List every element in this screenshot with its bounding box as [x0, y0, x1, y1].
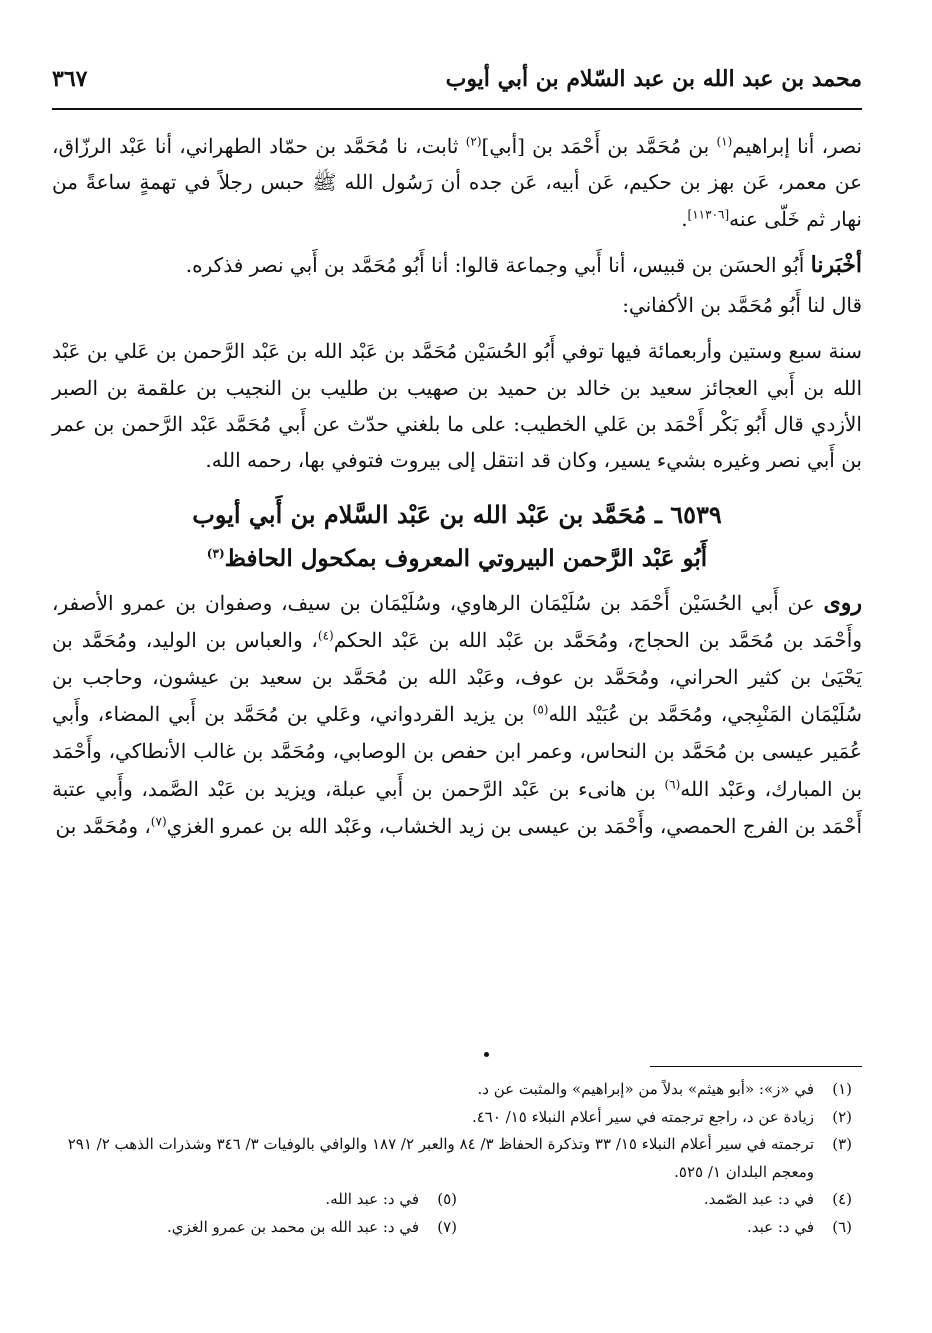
paragraph-isnad	[52, 247, 862, 283]
paragraph-death-year: سنة سبع وستين وأربعمائة فيها توفي أَبُو الحُسَيْن مُحَمَّد بن عَبْد الله بن عَبْد الرَّحمن بن عَلي بن عَبْد الله بن أَبي العجائز سعيد بن خالد بن حميد بن صهيب بن طليب بن النجيب بن علقمة بن الصبر الأزدي قال أَبُو بَكْر أَحْمَد بن عَلي الخطيب: على ما بلغني حدّث عن أَبي مُحَمَّد عَبْد الرَّحمن بن عمر بن أَبي نصر وغيره بشيء يسير، وكان قد انتقل إلى بيروت فتوفي بها، رحمه الله.	[52, 339, 862, 473]
footnote-rule	[650, 1066, 862, 1067]
footnote-ref-6[interactable]: (٦)	[664, 777, 681, 792]
footnote	[62, 1214, 457, 1242]
footnote-number: (٢)	[832, 1107, 852, 1126]
entry-subheading	[52, 539, 862, 579]
footnote	[457, 1186, 852, 1214]
footnote	[62, 1076, 852, 1104]
footnote-text: زيادة عن د، راجع ترجمته في سير أعلام النبلاء ١٥/ ٤٦٠.	[471, 1107, 814, 1126]
footnote-number: (٥)	[437, 1190, 457, 1208]
page-number: ٣٦٧	[52, 66, 88, 92]
footnote	[457, 1214, 852, 1242]
text-run: بن مُحَمَّد بن أَحْمَد بن [أبي]	[481, 134, 717, 158]
text-run: ثابت، نا مُحَمَّد بن حمّاد الطهراني، أنا عَبْد الرزّاق، عن معمر، عَن بهز بن حكيم، عَن أبيه، عَن جده أن رَسُول الله ﷺ حبس رجلاً في تهمةٍ ساعةً من نهار ثم خَلّى عنه	[52, 134, 862, 231]
footnote-number: (١)	[832, 1080, 852, 1098]
footnote-row	[62, 1214, 852, 1242]
page-header	[52, 60, 862, 110]
footnote-text: في د: عبد.	[746, 1217, 814, 1236]
text-run: بن يزيد القردواني، وعَلي بن مُحَمَّد بن أَبي المضاء، وأَبي عُمَير عيسى بن مُحَمَّد بن النحاس، وعمر ابن حفص بن الوصابي، ومُحَمَّد بن غالب الأنطاكي، وأَحْمَد بن المبارك، وعَبْد الله	[52, 702, 863, 801]
footnote	[62, 1131, 852, 1186]
footnote-ref-7[interactable]: (٧)	[150, 814, 167, 829]
footnote-text: في «ز»: «أبو هيثم» بدلاً من «إبراهيم» والمثبت عن د.	[477, 1080, 814, 1098]
keyword-akhbarana: أخْبَرنا	[810, 251, 862, 278]
footnotes	[62, 1076, 852, 1241]
footnote-text: في د: عبد الصّمد.	[703, 1190, 814, 1208]
footnote	[62, 1104, 852, 1132]
footnote-number: (٤)	[832, 1190, 852, 1208]
text-run: ، والعباس بن الوليد، ومُحَمَّد بن يَحْيَىٰ بن كثير الحراني، ومُحَمَّد بن عوف، وعَبْد الله بن مُحَمَّد بن سعيد بن عيشون، وحاجب بن سُلَيْمَان المَنْبِجي، ومُحَمَّد بن عُبَيْد الله	[52, 627, 862, 727]
footnote-number: (٦)	[832, 1217, 852, 1236]
text-run: ، ومُحَمَّد بن	[55, 813, 151, 838]
keyword-rawa: روى	[823, 589, 862, 616]
footnote-ref-4[interactable]: (٤)	[317, 628, 334, 643]
page-dot-mark	[484, 1052, 489, 1057]
footnote-ref-2[interactable]: (٢)	[465, 134, 482, 149]
hadith-number: [١١٣٠٦]	[687, 206, 730, 221]
text-run: عن أَبي الحُسَيْن أَحْمَد بن سُلَيْمَان الرهاوي، وسُلَيْمَان بن سيف، وصفوان بن عمرو الأصفر، وأَحْمَد بن مُحَمَّد بن الحجاج، ومُحَمَّد بن عَبْد الله بن عَبْد الحكم	[52, 590, 862, 652]
main-text	[52, 128, 862, 849]
footnote-text: في د: عبد الله بن محمد بن عمرو الغزي.	[167, 1217, 419, 1236]
entry-heading: ٦٥٣٩ ـ مُحَمَّد بن عَبْد الله بن عَبْد السَّلام بن أَبي أيوب	[192, 499, 722, 529]
footnote-ref-1[interactable]: (١)	[716, 134, 733, 149]
paragraph-hadith	[52, 128, 862, 237]
biography	[52, 585, 862, 845]
paragraph-narrators	[52, 585, 862, 845]
text-run: أَبُو الحسَن بن قبيس، أنا أَبي وجماعة قالوا: أنا أَبُو مُحَمَّد بن أَبي نصر فذكره.	[185, 252, 811, 277]
paragraph-qala: قال لنا أَبُو مُحَمَّد بن الأكفاني:	[622, 293, 862, 318]
entry-subheading-text: أَبُو عَبْد الرَّحمن البيروتي المعروف بمكحول الحافظ	[224, 544, 708, 572]
footnote-ref-5[interactable]: (٥)	[532, 702, 549, 717]
footnote-number: (٣)	[832, 1135, 852, 1153]
text-run: نصر، أنا إبراهيم	[732, 134, 862, 158]
footnote	[62, 1186, 457, 1214]
footnote-number: (٧)	[437, 1217, 457, 1236]
text-run: .	[681, 206, 688, 231]
footnote-ref-3[interactable]: (٣)	[206, 546, 225, 561]
text-run: بن هانىء بن عَبْد الرَّحمن بن أَبي عبلة، ويزيد بن عَبْد الصَّمد، وأَبي عتبة أَحْمَد بن الفرج الحمصي، وأَحْمَد بن عيسى بن زيد الخشاب، وعَبْد الله بن عمرو الغزي	[52, 776, 862, 838]
footnote-text: في د: عبد الله.	[325, 1190, 419, 1208]
footnote-text: ترجمته في سير أعلام النبلاء ١٥/ ٣٣ وتذكرة الحفاظ ٣/ ٨٤ والعبر ٢/ ١٨٧ والوافي بالوفيات ٣/ ٣٤٦ وشذرات الذهب ٢/ ٢٩١ ومعجم البلدان ١/ ٥٢٥.	[67, 1135, 814, 1181]
running-title: محمد بن عبد الله بن عبد السّلام بن أبي أيوب	[445, 66, 862, 92]
footnote-row	[62, 1186, 852, 1214]
